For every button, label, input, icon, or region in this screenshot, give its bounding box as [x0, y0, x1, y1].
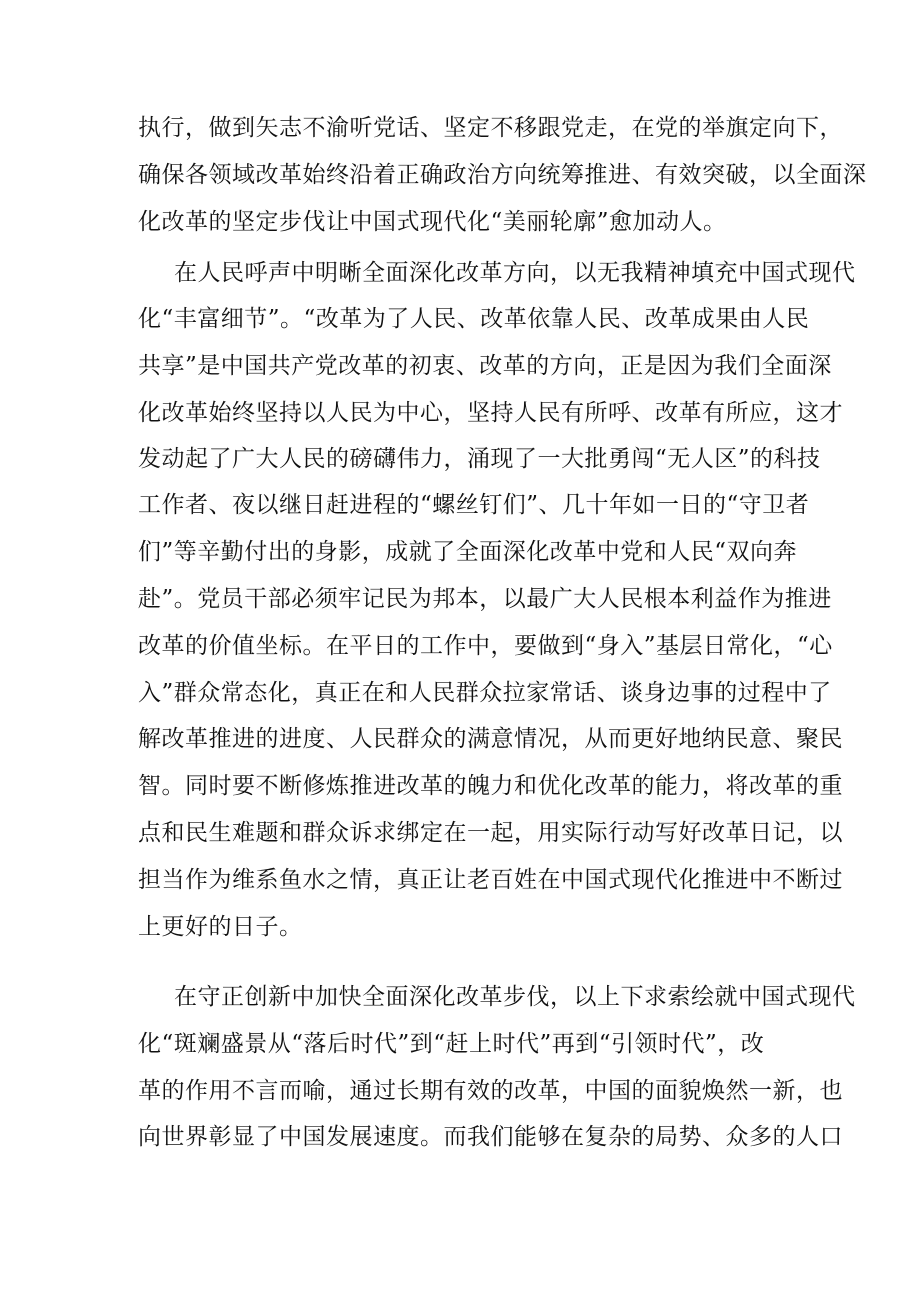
- p2-line-8: 赴”。党员干部必须牢记民为邦本，以最广大人民根本利益作为推进: [138, 586, 832, 612]
- p1-line-3: 化改革的坚定步伐让中国式现代化“美丽轮廓”愈加动人。: [138, 209, 727, 235]
- p3-line-1: 在守正创新中加快全面深化改革步伐，以上下求索绘就中国式现代: [174, 984, 856, 1010]
- p2-line-4: 化改革始终坚持以人民为中心，坚持人民有所呼、改革有所应，这才: [138, 400, 843, 426]
- p3-line-4: 向世界彰显了中国发展速度。而我们能够在复杂的局势、众多的人口: [138, 1124, 843, 1150]
- p2-line-12: 智。同时要不断修炼推进改革的魄力和优化改革的能力，将改革的重: [138, 773, 843, 799]
- p2-line-14: 担当作为维系鱼水之情，真正让老百姓在中国式现代化推进中不断过: [138, 867, 843, 893]
- p2-line-13: 点和民生难题和群众诉求绑定在一起，用实际行动写好改革日记，以: [138, 820, 843, 846]
- p3-line-3: 革的作用不言而喻，通过长期有效的改革，中国的面貌焕然一新，也: [138, 1078, 843, 1104]
- p2-line-11: 解改革推进的进度、人民群众的满意情况，从而更好地纳民意、聚民: [138, 726, 843, 752]
- p2-line-2: 化“丰富细节”。“改革为了人民、改革依靠人民、改革成果由人民: [138, 306, 810, 332]
- p2-line-1: 在人民呼声中明晰全面深化改革方向，以无我精神填充中国式现代: [174, 260, 856, 286]
- p2-line-3: 共享”是中国共产党改革的初衷、改革的方向，正是因为我们全面深: [138, 353, 832, 379]
- p2-line-10: 入”群众常态化，真正在和人民群众拉家常话、谈身边事的过程中了: [138, 680, 832, 706]
- p2-line-7: 们”等辛勤付出的身影，成就了全面深化改革中党和人民“双向奔: [138, 539, 798, 565]
- p1-line-1: 执行，做到矢志不渝听党话、坚定不移跟党走，在党的举旗定向下，: [138, 115, 843, 141]
- p2-line-9: 改革的价值坐标。在平日的工作中，要做到“身入”基层日常化，“心: [138, 633, 833, 659]
- p3-line-2: 化“斑斓盛景从“落后时代”到“赶上时代”再到“引领时代”，改: [138, 1031, 765, 1057]
- p2-line-15: 上更好的日子。: [138, 914, 303, 940]
- p2-line-6: 工作者、夜以继日赶进程的“螺丝钉们”、几十年如一日的“守卫者: [138, 492, 810, 518]
- p1-line-2: 确保各领域改革始终沿着正确政治方向统筹推进、有效突破，以全面深: [138, 162, 867, 188]
- p2-line-5: 发动起了广大人民的磅礴伟力，涌现了一大批勇闯“无人区”的科技: [138, 446, 821, 472]
